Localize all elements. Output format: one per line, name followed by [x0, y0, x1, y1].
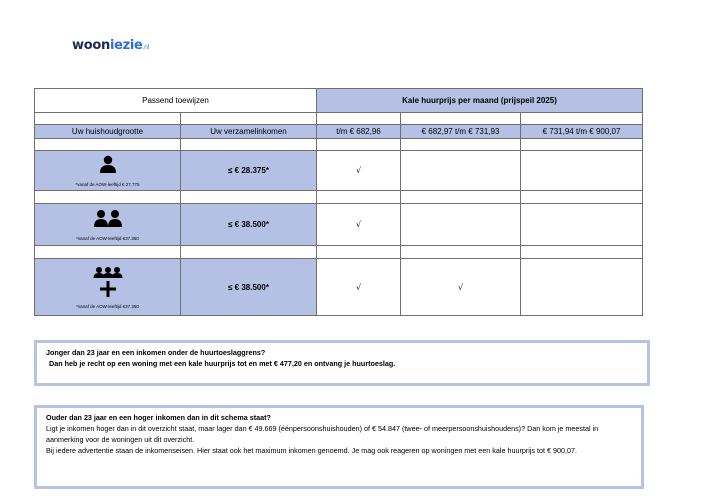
price-header: Kale huurprijs per maand (prijspeil 2025): [317, 89, 643, 113]
table-title: Passend toewijzen: [35, 89, 317, 113]
table-row: [35, 151, 643, 191]
table-row: [35, 204, 643, 246]
spacer-cell: [181, 191, 317, 204]
income-cell: ≤ € 38.500*: [181, 204, 317, 246]
logo-tld: .nl: [142, 44, 150, 51]
spacer-cell: [317, 113, 401, 125]
column-header-band-1: t/m € 682,96: [317, 125, 401, 139]
spacer-cell: [181, 139, 317, 151]
check-cell: [521, 151, 643, 191]
aow-note: *vanaf de AOW-leeftijd €37.350: [76, 236, 139, 241]
spacer-cell: [317, 246, 401, 259]
spacer-cell: [521, 113, 643, 125]
three-plus-persons-icon: [35, 266, 180, 300]
aow-note: *vanaf de AOW-leeftijd €37.350: [76, 303, 139, 309]
spacer-cell: [401, 113, 521, 125]
check-cell: [521, 259, 643, 316]
spacer-cell: [401, 139, 521, 151]
spacer-cell: [521, 191, 643, 204]
column-header-household: Uw huishoudgrootte: [35, 125, 181, 139]
check-cell: [401, 204, 521, 246]
income-cell: ≤ € 38.500*: [181, 259, 317, 316]
spacer-cell: [35, 191, 181, 204]
check-cell: [401, 151, 521, 191]
box-text-advertisement: Bij iedere advertentie staan de inkomenseisen. Hier staat ook het maximum inkomen genoemd. Je mag ook reageren op woningen met een kale huurprijs tot € 900,07.: [46, 446, 577, 455]
box-question: Jonger dan 23 jaar en een inkomen onder de huurtoeslaggrens?: [46, 348, 266, 357]
check-cell: √: [401, 259, 521, 316]
spacer-cell: [181, 113, 317, 125]
check-cell: √: [317, 259, 401, 316]
column-header-income: Uw verzamelinkomen: [181, 125, 317, 139]
passend-toewijzen-table: [34, 88, 643, 316]
aow-note: *vanaf de AOW-leeftijd € 27.775: [75, 182, 140, 187]
column-header-band-2: € 682,97 t/m € 731,93: [401, 125, 521, 139]
check-cell: [521, 204, 643, 246]
spacer-cell: [521, 246, 643, 259]
spacer-cell: [317, 191, 401, 204]
info-box-under-23: [34, 340, 650, 386]
spacer-cell: [35, 139, 181, 151]
table-row: [35, 259, 643, 316]
info-box-over-23: [34, 405, 644, 489]
logo-part2: iezie: [109, 38, 143, 53]
box-answer: Dan heb je recht op een woning met een kale huurprijs tot en met € 477,20 en ontvang je huurtoeslag.: [49, 359, 396, 368]
box-text-income: Ligt je inkomen hoger dan in dit overzicht staat, maar lager dan € 49.669 (éénpersoonshuishouden) of € 54.847 (twee- of meerpersoonshuishoudens)? Dan kom je meestal in aanmerking voor de woningen uit dit overzicht.: [46, 424, 599, 444]
spacer-cell: [401, 246, 521, 259]
income-cell: ≤ € 28.375*: [181, 151, 317, 191]
two-persons-icon: [35, 208, 180, 232]
household-cell: [35, 204, 181, 246]
column-header-band-3: € 731,94 t/m € 900,07: [521, 125, 643, 139]
check-cell: √: [317, 204, 401, 246]
spacer-cell: [35, 246, 181, 259]
spacer-cell: [521, 139, 643, 151]
household-cell: [35, 259, 181, 316]
household-cell: [35, 151, 181, 191]
spacer-cell: [181, 246, 317, 259]
box-question: Ouder dan 23 jaar en een hoger inkomen dan in dit schema staat?: [46, 413, 271, 422]
spacer-cell: [317, 139, 401, 151]
check-cell: √: [317, 151, 401, 191]
single-person-icon: [35, 154, 180, 178]
spacer-cell: [401, 191, 521, 204]
logo-part1: woon: [72, 38, 110, 53]
spacer-cell: [35, 113, 181, 125]
woonlezie-logo: [72, 38, 149, 53]
